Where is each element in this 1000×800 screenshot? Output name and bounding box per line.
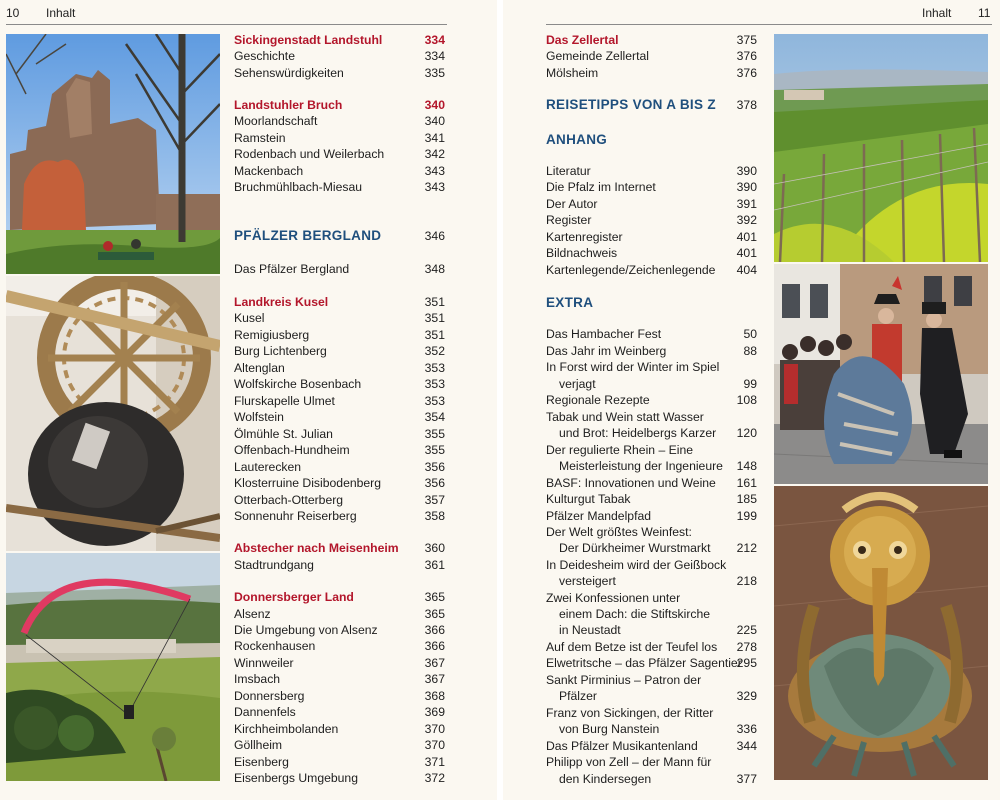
toc-entry[interactable] bbox=[234, 360, 445, 376]
toc-page-number: 376 bbox=[736, 66, 757, 80]
left-header-rule bbox=[6, 24, 447, 25]
toc-entry[interactable] bbox=[546, 524, 757, 540]
toc-entry[interactable] bbox=[546, 326, 757, 342]
toc-page-number: 356 bbox=[424, 460, 445, 474]
toc-section-heading[interactable] bbox=[546, 32, 757, 48]
toc-entry[interactable] bbox=[546, 639, 757, 655]
toc-entry-continuation[interactable] bbox=[546, 376, 757, 392]
left-page-number: 10 bbox=[6, 6, 20, 20]
toc-section-heading[interactable] bbox=[234, 540, 445, 556]
toc-entry[interactable] bbox=[234, 327, 445, 343]
toc-page-number: 335 bbox=[424, 66, 445, 80]
toc-entry[interactable] bbox=[234, 130, 445, 146]
toc-section-heading[interactable] bbox=[234, 589, 445, 605]
toc-page-number: 295 bbox=[736, 656, 757, 670]
toc-page-number: 341 bbox=[424, 131, 445, 145]
toc-label: Flurskapelle Ulmet bbox=[234, 394, 335, 408]
toc-page-number: 88 bbox=[743, 344, 757, 358]
toc-label: Wolfskirche Bosenbach bbox=[234, 377, 362, 391]
toc-label: Gemeinde Zellertal bbox=[546, 49, 649, 63]
toc-label: Das Jahr im Weinberg bbox=[546, 344, 667, 358]
toc-page-number: 351 bbox=[424, 328, 445, 342]
toc-entry[interactable] bbox=[234, 48, 445, 64]
toc-entry[interactable] bbox=[234, 737, 445, 753]
toc-page-number: 401 bbox=[736, 230, 757, 244]
toc-page-number: 50 bbox=[743, 327, 757, 341]
toc-label: Remigiusberg bbox=[234, 328, 310, 342]
toc-label: Zwei Konfessionen unter bbox=[546, 591, 681, 605]
toc-page-number: 212 bbox=[736, 541, 757, 555]
toc-label: In Forst wird der Winter im Spiel bbox=[546, 360, 720, 374]
toc-entry[interactable] bbox=[234, 261, 445, 277]
toc-chapter-heading[interactable] bbox=[234, 228, 445, 244]
toc-label: Elwetritsche – das Pfälzer Sagentier bbox=[546, 656, 742, 670]
toc-label: Mölsheim bbox=[546, 66, 599, 80]
toc-entry[interactable] bbox=[546, 196, 757, 212]
toc-section-heading[interactable] bbox=[234, 294, 445, 310]
toc-entry[interactable] bbox=[234, 721, 445, 737]
toc-label: versteigert bbox=[559, 574, 616, 588]
street-festival-photo bbox=[774, 264, 988, 484]
toc-page-number: 342 bbox=[424, 147, 445, 161]
toc-label: Sehenswürdigkeiten bbox=[234, 66, 344, 80]
toc-section-heading[interactable] bbox=[234, 97, 445, 113]
toc-label: Eisenbergs Umgebung bbox=[234, 771, 358, 785]
toc-page-number: 99 bbox=[743, 377, 757, 391]
toc-chapter-heading[interactable] bbox=[546, 132, 757, 148]
toc-label: Sickingenstadt Landstuhl bbox=[234, 33, 383, 47]
toc-label: Das Pfälzer Musikantenland bbox=[546, 739, 698, 753]
toc-label: Sonnenuhr Reiserberg bbox=[234, 509, 357, 523]
toc-label: Regionale Rezepte bbox=[546, 393, 650, 407]
toc-label: Wolfstein bbox=[234, 410, 284, 424]
toc-page-number: 368 bbox=[424, 689, 445, 703]
left-table-of-contents bbox=[234, 32, 445, 792]
toc-page-number: 351 bbox=[424, 295, 445, 309]
toc-label: Moorlandschaft bbox=[234, 114, 318, 128]
toc-entry[interactable] bbox=[234, 179, 445, 195]
toc-page-number: 392 bbox=[736, 213, 757, 227]
toc-label: Der regulierte Rhein – Eine bbox=[546, 443, 694, 457]
toc-label: von Burg Nanstein bbox=[559, 722, 660, 736]
toc-section-heading[interactable] bbox=[234, 32, 445, 48]
toc-entry-continuation[interactable] bbox=[546, 606, 757, 622]
toc-entry[interactable] bbox=[546, 655, 757, 671]
toc-entry[interactable] bbox=[546, 179, 757, 195]
toc-label: Altenglan bbox=[234, 361, 285, 375]
toc-chapter-heading[interactable] bbox=[546, 97, 757, 113]
toc-entry[interactable] bbox=[546, 508, 757, 524]
toc-label: Dannenfels bbox=[234, 705, 296, 719]
toc-entry[interactable] bbox=[234, 606, 445, 622]
toc-page-number: 355 bbox=[424, 443, 445, 457]
toc-page-number: 352 bbox=[424, 344, 445, 358]
toc-page-number: 357 bbox=[424, 493, 445, 507]
toc-page-number: 390 bbox=[736, 164, 757, 178]
toc-page-number: 346 bbox=[424, 229, 445, 243]
toc-label: Winnweiler bbox=[234, 656, 294, 670]
toc-page-number: 343 bbox=[424, 180, 445, 194]
toc-label: Die Pfalz im Internet bbox=[546, 180, 656, 194]
toc-label: Rodenbach und Weilerbach bbox=[234, 147, 385, 161]
toc-label: Ramstein bbox=[234, 131, 286, 145]
toc-label: Auf dem Betze ist der Teufel los bbox=[546, 640, 718, 654]
toc-entry[interactable] bbox=[234, 475, 445, 491]
toc-entry[interactable] bbox=[234, 113, 445, 129]
right-running-head: Inhalt bbox=[922, 6, 952, 20]
toc-entry[interactable] bbox=[234, 376, 445, 392]
toc-page-number: 336 bbox=[736, 722, 757, 736]
toc-entry[interactable] bbox=[546, 245, 757, 261]
toc-label: Kirchheimbolanden bbox=[234, 722, 339, 736]
toc-label: REISETIPPS VON A BIS Z bbox=[546, 97, 716, 112]
toc-page-number: 366 bbox=[424, 639, 445, 653]
toc-label: Bruchmühlbach-Miesau bbox=[234, 180, 363, 194]
toc-page-number: 225 bbox=[736, 623, 757, 637]
toc-page-number: 199 bbox=[736, 509, 757, 523]
toc-entry[interactable] bbox=[546, 229, 757, 245]
toc-entry[interactable] bbox=[234, 409, 445, 425]
toc-page-number: 334 bbox=[424, 49, 445, 63]
toc-entry[interactable] bbox=[546, 442, 757, 458]
toc-page-number: 371 bbox=[424, 755, 445, 769]
toc-entry[interactable] bbox=[234, 557, 445, 573]
toc-entry[interactable] bbox=[546, 212, 757, 228]
toc-page-number: 367 bbox=[424, 672, 445, 686]
toc-label: Kusel bbox=[234, 311, 265, 325]
elwetritsche-sculpture-photo bbox=[774, 486, 988, 780]
toc-label: Imsbach bbox=[234, 672, 281, 686]
toc-label: Die Umgebung von Alsenz bbox=[234, 623, 378, 637]
toc-entry[interactable] bbox=[546, 359, 757, 375]
wooden-gear-mill-photo bbox=[6, 276, 220, 551]
toc-label: Landstuhler Bruch bbox=[234, 98, 343, 112]
toc-page-number: 348 bbox=[424, 262, 445, 276]
toc-label: BASF: Innovationen und Weine bbox=[546, 476, 716, 490]
right-page-number: 11 bbox=[978, 6, 991, 20]
toc-page-number: 376 bbox=[736, 49, 757, 63]
toc-entry-continuation[interactable] bbox=[546, 540, 757, 556]
toc-page-number: 353 bbox=[424, 377, 445, 391]
toc-page-number: 365 bbox=[424, 590, 445, 604]
toc-entry[interactable] bbox=[234, 146, 445, 162]
toc-entry[interactable] bbox=[234, 655, 445, 671]
toc-page-number: 366 bbox=[424, 623, 445, 637]
toc-entry-continuation[interactable] bbox=[546, 688, 757, 704]
toc-entry[interactable] bbox=[234, 343, 445, 359]
toc-page-number: 390 bbox=[736, 180, 757, 194]
toc-entry[interactable] bbox=[546, 754, 757, 770]
toc-label: Otterbach-Otterberg bbox=[234, 493, 344, 507]
toc-label: Kartenregister bbox=[546, 230, 623, 244]
toc-page-number: 356 bbox=[424, 476, 445, 490]
toc-page-number: 365 bbox=[424, 607, 445, 621]
toc-label: In Deidesheim wird der Geißbock bbox=[546, 558, 727, 572]
toc-entry-continuation[interactable] bbox=[546, 622, 757, 638]
toc-label: Rockenhausen bbox=[234, 639, 316, 653]
toc-page-number: 353 bbox=[424, 361, 445, 375]
toc-entry[interactable] bbox=[234, 492, 445, 508]
toc-label: und Brot: Heidelbergs Karzer bbox=[559, 426, 717, 440]
toc-label: Klosterruine Disibodenberg bbox=[234, 476, 382, 490]
toc-page-number: 148 bbox=[736, 459, 757, 473]
toc-label: Landkreis Kusel bbox=[234, 295, 329, 309]
toc-page-number: 334 bbox=[424, 33, 445, 47]
toc-label: Das Pfälzer Bergland bbox=[234, 262, 350, 276]
toc-label: Sankt Pirminius – Patron der bbox=[546, 673, 702, 687]
toc-entry[interactable] bbox=[234, 459, 445, 475]
toc-label: Abstecher nach Meisenheim bbox=[234, 541, 399, 555]
toc-page-number: 108 bbox=[736, 393, 757, 407]
toc-label: den Kindersegen bbox=[559, 772, 652, 786]
toc-entry[interactable] bbox=[546, 48, 757, 64]
toc-entry[interactable] bbox=[546, 590, 757, 606]
toc-entry[interactable] bbox=[234, 508, 445, 524]
toc-label: Franz von Sickingen, der Ritter bbox=[546, 706, 714, 720]
toc-entry[interactable] bbox=[234, 163, 445, 179]
castle-ruin-photo bbox=[6, 34, 220, 274]
toc-entry-continuation[interactable] bbox=[546, 573, 757, 589]
right-header-rule bbox=[546, 24, 992, 25]
toc-page-number: 353 bbox=[424, 394, 445, 408]
toc-entry[interactable] bbox=[234, 671, 445, 687]
toc-entry[interactable] bbox=[546, 409, 757, 425]
toc-entry[interactable] bbox=[546, 672, 757, 688]
toc-entry[interactable] bbox=[546, 738, 757, 754]
toc-label: Offenbach-Hundheim bbox=[234, 443, 350, 457]
toc-label: ANHANG bbox=[546, 132, 608, 147]
toc-page-number: 401 bbox=[736, 246, 757, 260]
right-table-of-contents bbox=[546, 32, 757, 792]
toc-entry[interactable] bbox=[546, 392, 757, 408]
toc-page-number: 218 bbox=[736, 574, 757, 588]
toc-label: Geschichte bbox=[234, 49, 295, 63]
toc-page-number: 377 bbox=[736, 772, 757, 786]
toc-entry[interactable] bbox=[234, 426, 445, 442]
toc-entry-continuation[interactable] bbox=[546, 771, 757, 787]
toc-label: Philipp von Zell – der Mann für bbox=[546, 755, 712, 769]
toc-label: Das Zellertal bbox=[546, 33, 619, 47]
toc-entry[interactable] bbox=[546, 705, 757, 721]
toc-label: Donnersberger Land bbox=[234, 590, 354, 604]
toc-page-number: 343 bbox=[424, 164, 445, 178]
toc-label: in Neustadt bbox=[559, 623, 621, 637]
toc-page-number: 369 bbox=[424, 705, 445, 719]
toc-label: Göllheim bbox=[234, 738, 283, 752]
toc-entry[interactable] bbox=[234, 65, 445, 81]
vineyard-photo bbox=[774, 34, 988, 262]
toc-label: Tabak und Wein statt Wasser bbox=[546, 410, 704, 424]
toc-label: einem Dach: die Stiftskirche bbox=[559, 607, 711, 621]
toc-entry[interactable] bbox=[546, 262, 757, 278]
toc-page-number: 361 bbox=[424, 558, 445, 572]
toc-label: Donnersberg bbox=[234, 689, 305, 703]
toc-label: EXTRA bbox=[546, 295, 594, 310]
toc-entry[interactable] bbox=[234, 688, 445, 704]
toc-page-number: 358 bbox=[424, 509, 445, 523]
toc-page-number: 375 bbox=[736, 33, 757, 47]
toc-label: Register bbox=[546, 213, 592, 227]
toc-page-number: 355 bbox=[424, 427, 445, 441]
book-gutter bbox=[497, 0, 503, 800]
toc-entry-continuation[interactable] bbox=[546, 458, 757, 474]
toc-chapter-heading[interactable] bbox=[546, 295, 757, 311]
toc-entry[interactable] bbox=[234, 704, 445, 720]
toc-label: PFÄLZER BERGLAND bbox=[234, 228, 382, 243]
toc-page-number: 120 bbox=[736, 426, 757, 440]
toc-entry[interactable] bbox=[234, 622, 445, 638]
toc-entry[interactable] bbox=[546, 343, 757, 359]
toc-entry[interactable] bbox=[546, 475, 757, 491]
toc-label: Das Hambacher Fest bbox=[546, 327, 662, 341]
toc-label: Kulturgut Tabak bbox=[546, 492, 631, 506]
toc-page-number: 329 bbox=[736, 689, 757, 703]
toc-entry[interactable] bbox=[234, 393, 445, 409]
toc-label: Der Welt größtes Weinfest: bbox=[546, 525, 692, 539]
toc-label: Ölmühle St. Julian bbox=[234, 427, 333, 441]
toc-page-number: 378 bbox=[736, 98, 757, 112]
toc-label: Pfälzer bbox=[559, 689, 597, 703]
left-running-head: Inhalt bbox=[46, 6, 76, 20]
toc-entry[interactable] bbox=[546, 557, 757, 573]
toc-label: verjagt bbox=[559, 377, 596, 391]
paraglider-landscape-photo bbox=[6, 553, 220, 781]
toc-entry[interactable] bbox=[546, 491, 757, 507]
toc-entry[interactable] bbox=[234, 638, 445, 654]
toc-page-number: 404 bbox=[736, 263, 757, 277]
toc-page-number: 391 bbox=[736, 197, 757, 211]
toc-label: Lauterecken bbox=[234, 460, 302, 474]
toc-page-number: 340 bbox=[424, 114, 445, 128]
toc-label: Literatur bbox=[546, 164, 591, 178]
toc-entry[interactable] bbox=[546, 65, 757, 81]
toc-page-number: 344 bbox=[736, 739, 757, 753]
toc-page-number: 185 bbox=[736, 492, 757, 506]
toc-label: Mackenbach bbox=[234, 164, 304, 178]
toc-label: Kartenlegende/Zeichenlegende bbox=[546, 263, 716, 277]
toc-page-number: 367 bbox=[424, 656, 445, 670]
toc-label: Der Dürkheimer Wurstmarkt bbox=[559, 541, 711, 555]
toc-entry[interactable] bbox=[234, 754, 445, 770]
toc-page-number: 360 bbox=[424, 541, 445, 555]
toc-entry-continuation[interactable] bbox=[546, 721, 757, 737]
toc-entry[interactable] bbox=[234, 442, 445, 458]
toc-label: Burg Lichtenberg bbox=[234, 344, 327, 358]
toc-page-number: 351 bbox=[424, 311, 445, 325]
toc-label: Meisterleistung der Ingenieure bbox=[559, 459, 723, 473]
toc-page-number: 370 bbox=[424, 722, 445, 736]
toc-label: Bildnachweis bbox=[546, 246, 618, 260]
toc-label: Pfälzer Mandelpfad bbox=[546, 509, 652, 523]
toc-entry[interactable] bbox=[546, 163, 757, 179]
toc-label: Alsenz bbox=[234, 607, 271, 621]
toc-label: Stadtrundgang bbox=[234, 558, 314, 572]
toc-label: Eisenberg bbox=[234, 755, 289, 769]
toc-page-number: 354 bbox=[424, 410, 445, 424]
toc-page-number: 370 bbox=[424, 738, 445, 752]
toc-page-number: 340 bbox=[424, 98, 445, 112]
toc-page-number: 372 bbox=[424, 771, 445, 785]
toc-label: Der Autor bbox=[546, 197, 598, 211]
toc-entry-continuation[interactable] bbox=[546, 425, 757, 441]
toc-entry[interactable] bbox=[234, 770, 445, 786]
toc-page-number: 161 bbox=[736, 476, 757, 490]
toc-entry[interactable] bbox=[234, 310, 445, 326]
toc-page-number: 278 bbox=[736, 640, 757, 654]
